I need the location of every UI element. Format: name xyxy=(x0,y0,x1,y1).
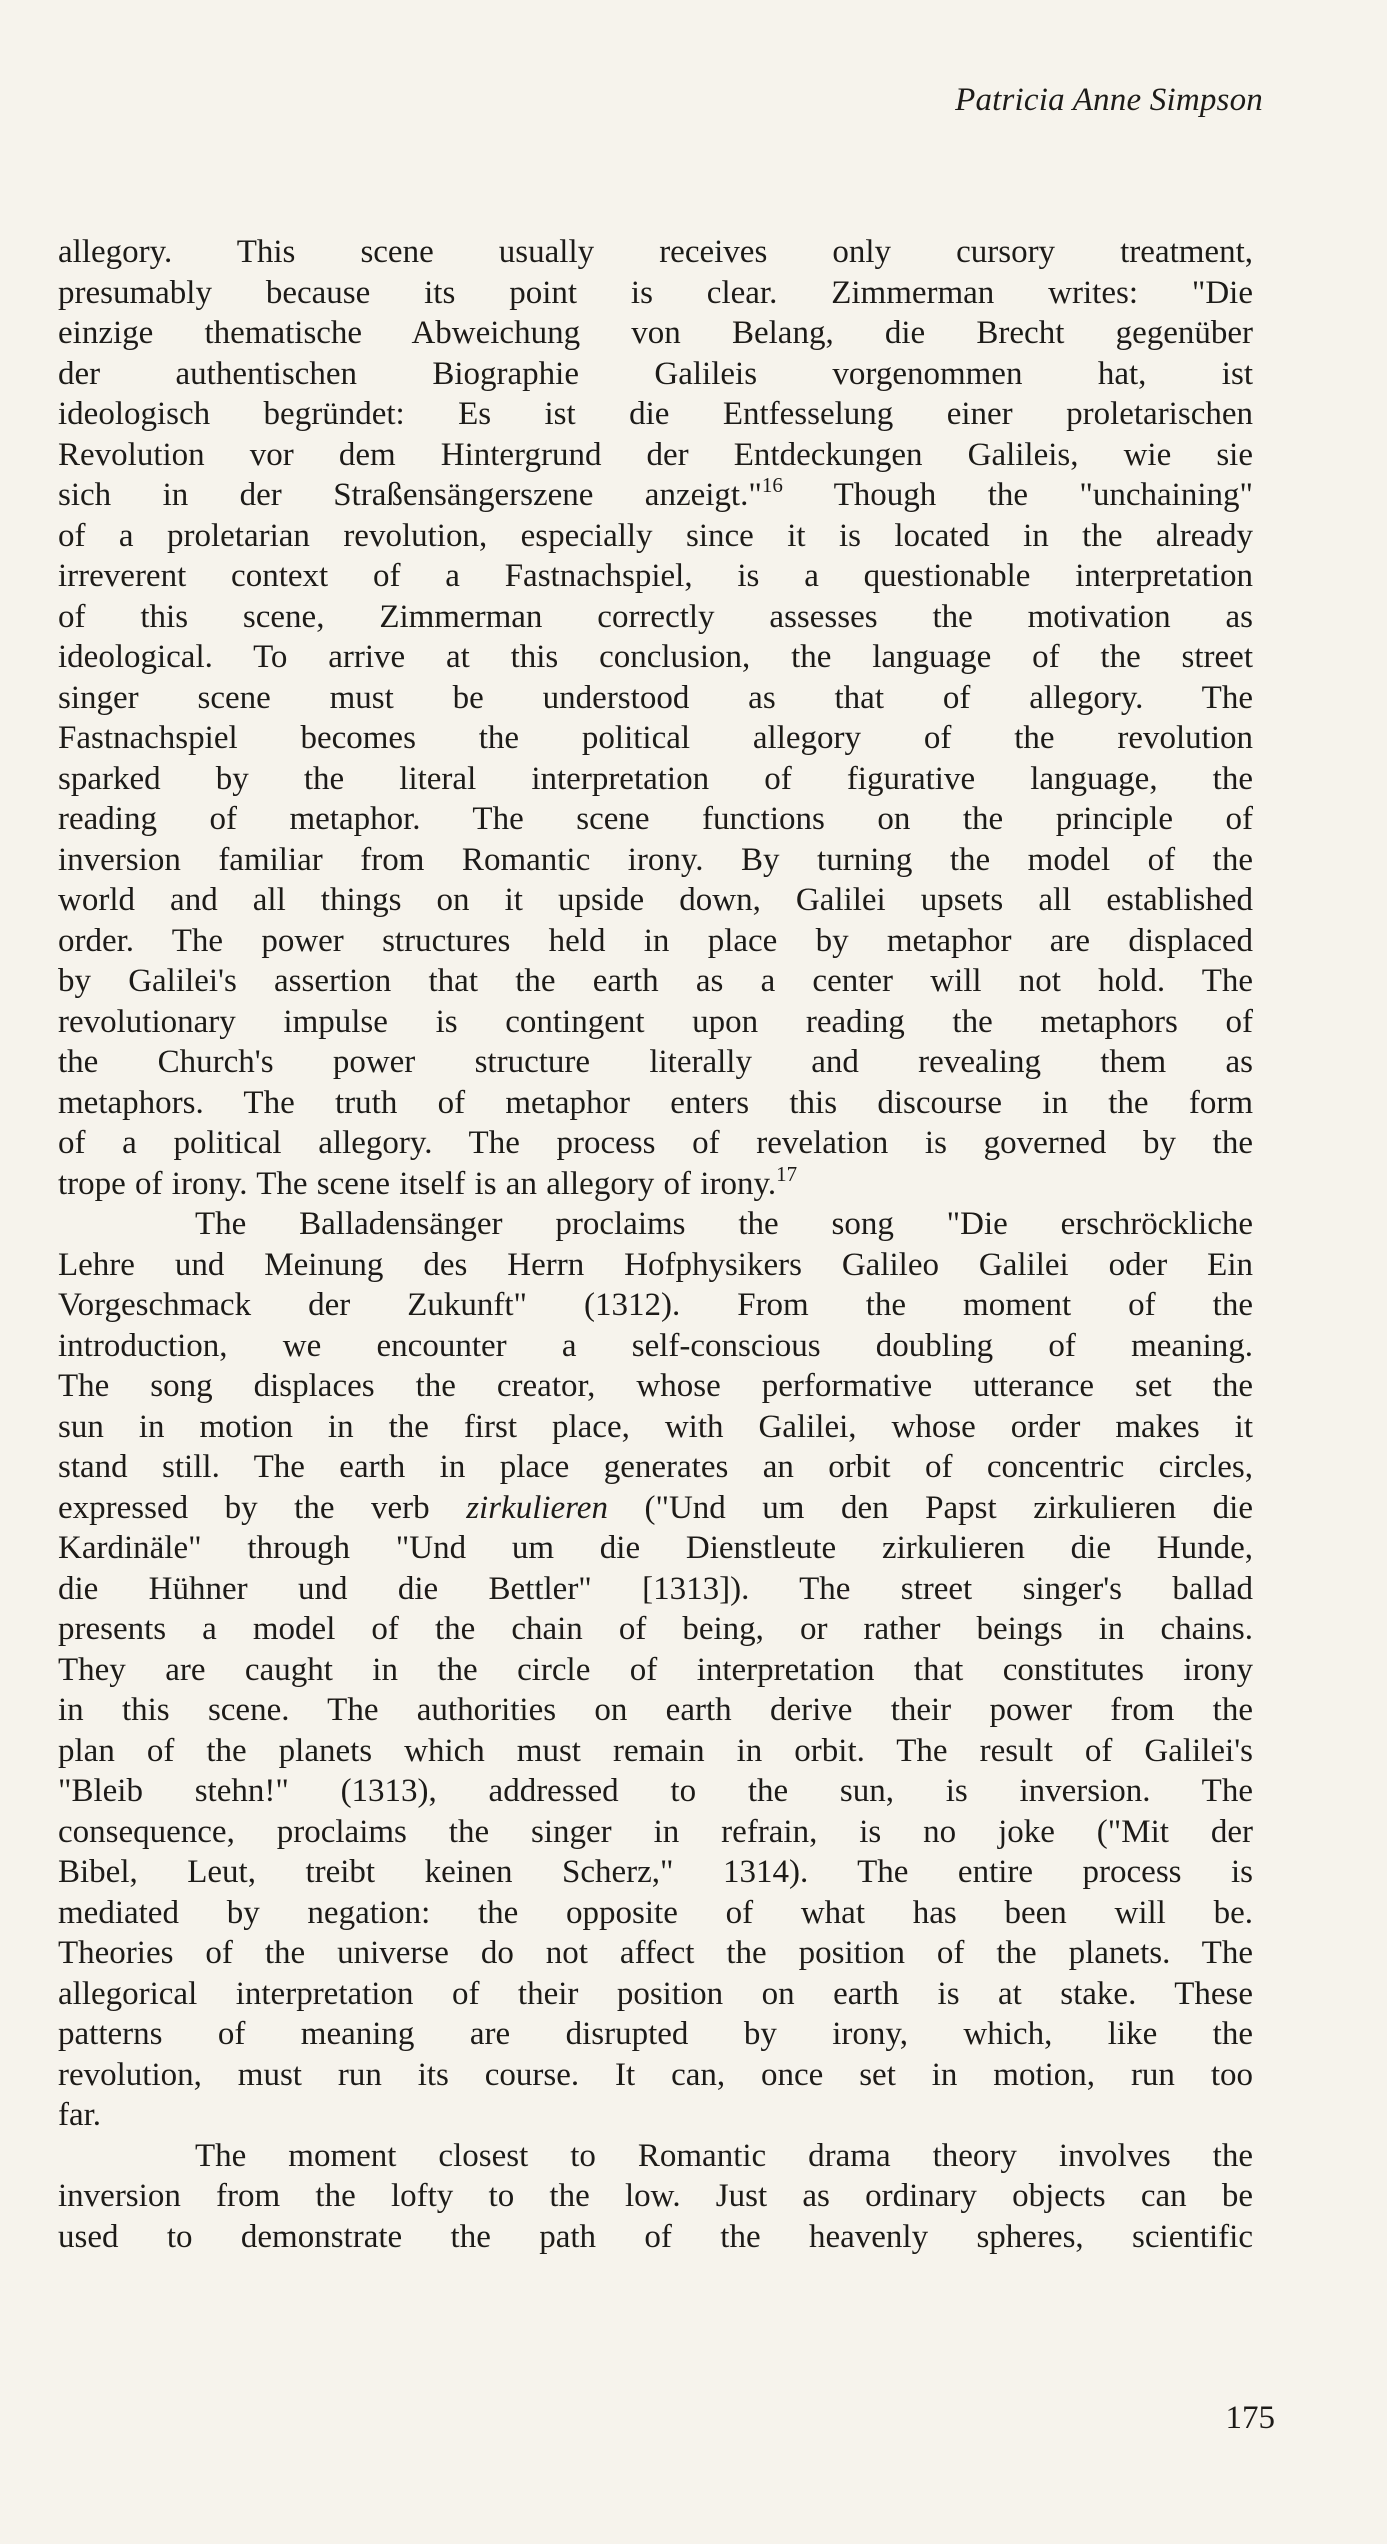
text-line xyxy=(58,1161,1253,1205)
footnote-marker: 17 xyxy=(776,1161,798,1186)
text-line xyxy=(58,921,1253,962)
text-segment: The Balladensänger proclaims the song "Die erschröckliche xyxy=(195,1206,1253,1242)
italic-term: zirkulieren xyxy=(466,1489,608,1526)
text-segment: They are caught in the circle of interpretation that constitutes irony xyxy=(58,1651,1253,1688)
text-line xyxy=(58,1245,1253,1286)
text-segment: The song displaces the creator, whose performative utterance set the xyxy=(58,1368,1253,1404)
text-segment: allegory. This scene usually receives only cursory treatment, xyxy=(58,234,1253,270)
text-line xyxy=(58,1974,1253,2015)
text-line xyxy=(58,1569,1253,1610)
text-line xyxy=(58,1326,1253,1367)
text-line xyxy=(58,2176,1253,2217)
text-line xyxy=(58,1609,1253,1650)
text-segment: inversion from the lofty to the low. Just as ordinary objects can be xyxy=(58,2178,1253,2214)
text-segment: patterns of meaning are disrupted by irony, which, like the xyxy=(58,2016,1253,2052)
text-segment: consequence, proclaims the singer in refrain, is no joke ("Mit der xyxy=(58,1813,1253,1850)
text-line xyxy=(58,1488,1253,1529)
text-line xyxy=(58,1893,1253,1934)
text-line xyxy=(58,1852,1253,1893)
text-segment: presents a model of the chain of being, or rather beings in chains. xyxy=(58,1611,1253,1647)
text-line xyxy=(58,961,1253,1002)
text-line xyxy=(58,1366,1253,1407)
text-segment: Lehre und Meinung des Herrn Hofphysikers Galileo Galilei oder Ein xyxy=(58,1246,1253,1283)
text-segment: far. xyxy=(58,2097,102,2133)
text-segment: of a political allegory. The process of revelation is governed by the xyxy=(58,1125,1253,1161)
text-segment: Fastnachspiel becomes the political allegory of the revolution xyxy=(58,720,1253,756)
text-segment: used to demonstrate the path of the heavenly spheres, scientific xyxy=(58,2218,1253,2255)
text-segment: Though the "unchaining" xyxy=(782,477,1253,513)
text-segment: einzige thematische Abweichung von Belang, die Brecht gegenüber xyxy=(58,315,1253,351)
text-line xyxy=(58,1650,1253,1691)
text-segment: sparked by the literal interpretation of figurative language, the xyxy=(58,760,1253,797)
text-segment: mediated by negation: the opposite of what has been will be. xyxy=(58,1894,1253,1931)
text-line xyxy=(58,678,1253,719)
text-line xyxy=(58,1690,1253,1731)
text-segment: metaphors. The truth of metaphor enters this discourse in the form xyxy=(58,1084,1253,1121)
text-line xyxy=(58,516,1253,557)
text-segment: inversion familiar from Romantic irony. By turning the model of the xyxy=(58,841,1253,878)
page-number: 175 xyxy=(1225,2400,1275,2436)
text-segment: revolution, must run its course. It can, once set in motion, run too xyxy=(58,2056,1253,2093)
text-segment: "Bleib stehn!" (1313), addressed to the sun, is inversion. The xyxy=(58,1773,1253,1809)
body-text xyxy=(58,232,1253,2257)
text-line xyxy=(58,232,1253,273)
text-line xyxy=(58,1731,1253,1772)
text-line xyxy=(58,1204,1253,1245)
text-line xyxy=(58,1771,1253,1812)
text-segment: of a proletarian revolution, especially since it is located in the already xyxy=(58,517,1253,554)
text-line xyxy=(58,2055,1253,2096)
text-line xyxy=(58,1407,1253,1448)
text-segment: sich in der Straßensängerszene anzeigt." xyxy=(58,477,762,513)
text-segment: ideologisch begründet: Es ist die Entfesselung einer proletarischen xyxy=(58,396,1253,432)
text-segment: Theories of the universe do not affect the position of the planets. The xyxy=(58,1935,1253,1971)
text-segment: allegorical interpretation of their position on earth is at stake. These xyxy=(58,1975,1253,2012)
text-line xyxy=(58,2217,1253,2258)
text-line xyxy=(58,1042,1253,1083)
text-line xyxy=(58,1812,1253,1853)
text-line xyxy=(58,1285,1253,1326)
text-line xyxy=(58,1083,1253,1124)
text-segment: stand still. The earth in place generates an orbit of concentric circles, xyxy=(58,1449,1253,1485)
text-segment: ("Und um den Papst zirkulieren die xyxy=(607,1489,1253,1526)
text-line xyxy=(58,1933,1253,1974)
text-segment: world and all things on it upside down, Galilei upsets all established xyxy=(58,882,1253,918)
text-segment: Revolution vor dem Hintergrund der Entdeckungen Galileis, wie sie xyxy=(58,436,1253,473)
text-segment: Vorgeschmack der Zukunft" (1312). From the moment of the xyxy=(58,1287,1253,1323)
text-segment: The moment closest to Romantic drama theory involves the xyxy=(195,2137,1253,2174)
text-segment: of this scene, Zimmerman correctly assesses the motivation as xyxy=(58,598,1253,635)
text-segment: ideological. To arrive at this conclusion, the language of the street xyxy=(58,639,1253,675)
text-line xyxy=(58,597,1253,638)
text-segment: die Hühner und die Bettler" [1313]). The street singer's ballad xyxy=(58,1570,1253,1607)
text-line xyxy=(58,556,1253,597)
text-line xyxy=(58,637,1253,678)
text-line xyxy=(58,2014,1253,2055)
text-segment: plan of the planets which must remain in orbit. The result of Galilei's xyxy=(58,1732,1253,1769)
text-segment: in this scene. The authorities on earth derive their power from the xyxy=(58,1692,1253,1728)
text-segment: singer scene must be understood as that of allegory. The xyxy=(58,679,1253,716)
text-line xyxy=(58,273,1253,314)
text-segment: expressed by the verb xyxy=(58,1489,467,1526)
text-segment: irreverent context of a Fastnachspiel, is a questionable interpretation xyxy=(58,558,1253,594)
text-line xyxy=(58,759,1253,800)
text-line xyxy=(58,354,1253,395)
text-segment: Bibel, Leut, treibt keinen Scherz," 1314). The entire process is xyxy=(58,1854,1253,1890)
text-line xyxy=(58,435,1253,476)
footnote-marker: 16 xyxy=(761,473,783,497)
text-segment: sun in motion in the first place, with Galilei, whose order makes it xyxy=(58,1408,1253,1445)
text-line xyxy=(58,799,1253,840)
text-segment: revolutionary impulse is contingent upon reading the metaphors of xyxy=(58,1003,1253,1040)
text-segment: by Galilei's assertion that the earth as a center will not hold. The xyxy=(58,963,1253,999)
text-line xyxy=(58,1123,1253,1164)
text-segment: trope of irony. The scene itself is an allegory of irony. xyxy=(58,1165,777,1202)
running-head: Patricia Anne Simpson xyxy=(955,82,1263,118)
text-segment: der authentischen Biographie Galileis vorgenommen hat, ist xyxy=(58,355,1253,392)
text-line xyxy=(58,2095,1253,2136)
text-line xyxy=(58,1002,1253,1043)
text-segment: presumably because its point is clear. Zimmerman writes: "Die xyxy=(58,274,1253,311)
text-line xyxy=(58,1447,1253,1488)
text-segment: Kardinäle" through "Und um die Dienstleute zirkulieren die Hunde, xyxy=(58,1530,1253,1566)
text-line xyxy=(58,880,1253,921)
text-line xyxy=(58,475,1253,516)
text-segment: reading of metaphor. The scene functions on the principle of xyxy=(58,801,1253,837)
text-line xyxy=(58,840,1253,881)
text-line xyxy=(58,394,1253,435)
text-segment: the Church's power structure literally and revealing them as xyxy=(58,1044,1253,1080)
text-line xyxy=(58,718,1253,759)
text-segment: order. The power structures held in place by metaphor are displaced xyxy=(58,922,1253,959)
text-line xyxy=(58,1528,1253,1569)
text-line xyxy=(58,2136,1253,2177)
text-line xyxy=(58,313,1253,354)
text-segment: introduction, we encounter a self-conscious doubling of meaning. xyxy=(58,1327,1253,1364)
